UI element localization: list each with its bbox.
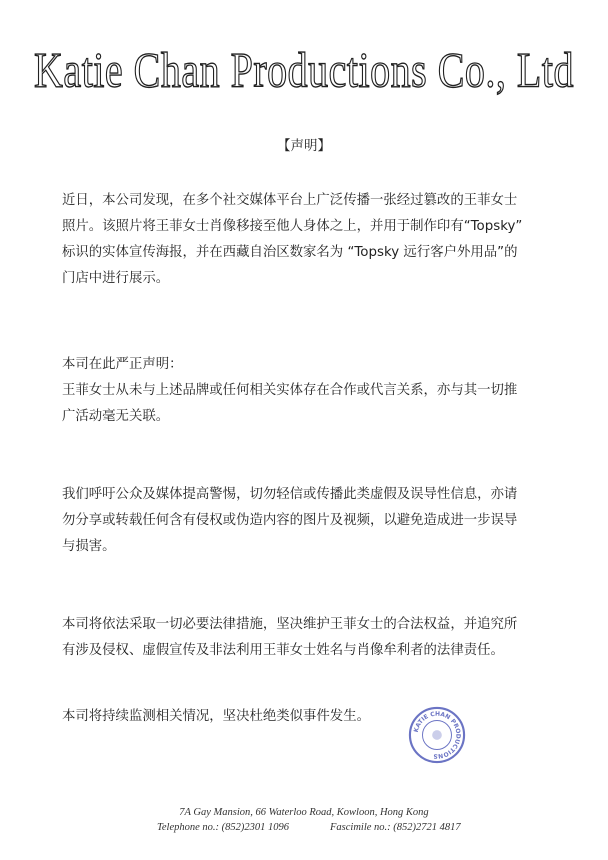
paragraph-line: 标识的实体宣传海报，并在西藏自治区数家名为 “Topsky 远行客户外用品”的 [62, 245, 518, 260]
paragraph-line: 照片。该照片将王菲女士肖像移接至他人身体之上，并用于制作印有“Topsky” [62, 219, 523, 234]
company-seal-icon [408, 706, 466, 764]
svg-text:KATIE CHAN PRODUCTIONS: KATIE CHAN PRODUCTIONS [412, 710, 462, 760]
paragraph-monitoring [62, 704, 558, 730]
paragraph-line: 王菲女士从未与上述品牌或任何相关实体存在合作或代言关系，亦与其一切推 [62, 383, 518, 398]
footer-telephone: Telephone no.: (852)2301 1096 [157, 822, 290, 833]
paragraph-declaration [62, 352, 558, 430]
paragraph-line: 与损害。 [62, 539, 116, 554]
paragraph-line: 门店中进行展示。 [62, 271, 170, 286]
paragraph-line: 本司在此严正声明： [62, 357, 183, 372]
paragraph-line: 勿分享或转载任何含有侵权或伪造内容的图片及视频，以避免造成进一步误导 [62, 513, 518, 528]
paragraph-line: 近日，本公司发现，在多个社交媒体平台上广泛传播一张经过篡改的王菲女士 [62, 193, 518, 208]
paragraph-line: 我们呼吁公众及媒体提高警惕，切勿轻信或传播此类虚假及误导性信息，亦请 [62, 487, 518, 502]
paragraph-line: 广活动毫无关联。 [62, 409, 170, 424]
footer-fax: Fascimile no.: (852)2721 4817 [330, 822, 461, 833]
paragraph-discovery [62, 188, 558, 292]
paragraph-legal-action [62, 612, 558, 664]
paragraph-appeal [62, 482, 558, 560]
paragraph-line: 本司将依法采取一切必要法律措施，坚决维护王菲女士的合法权益，并追究所 [62, 617, 518, 632]
paragraph-line: 本司将持续监测相关情况，坚决杜绝类似事件发生。 [62, 709, 370, 724]
footer-address: 7A Gay Mansion, 66 Waterloo Road, Kowloon, Hong Kong [179, 807, 429, 818]
paragraph-line: 有涉及侵权、虚假宣传及非法利用王菲女士姓名与肖像牟利者的法律责任。 [62, 643, 504, 658]
statement-heading: 【声明】 [277, 138, 331, 154]
company-letterhead: Katie Chan Productions Co., Ltd [34, 41, 574, 98]
